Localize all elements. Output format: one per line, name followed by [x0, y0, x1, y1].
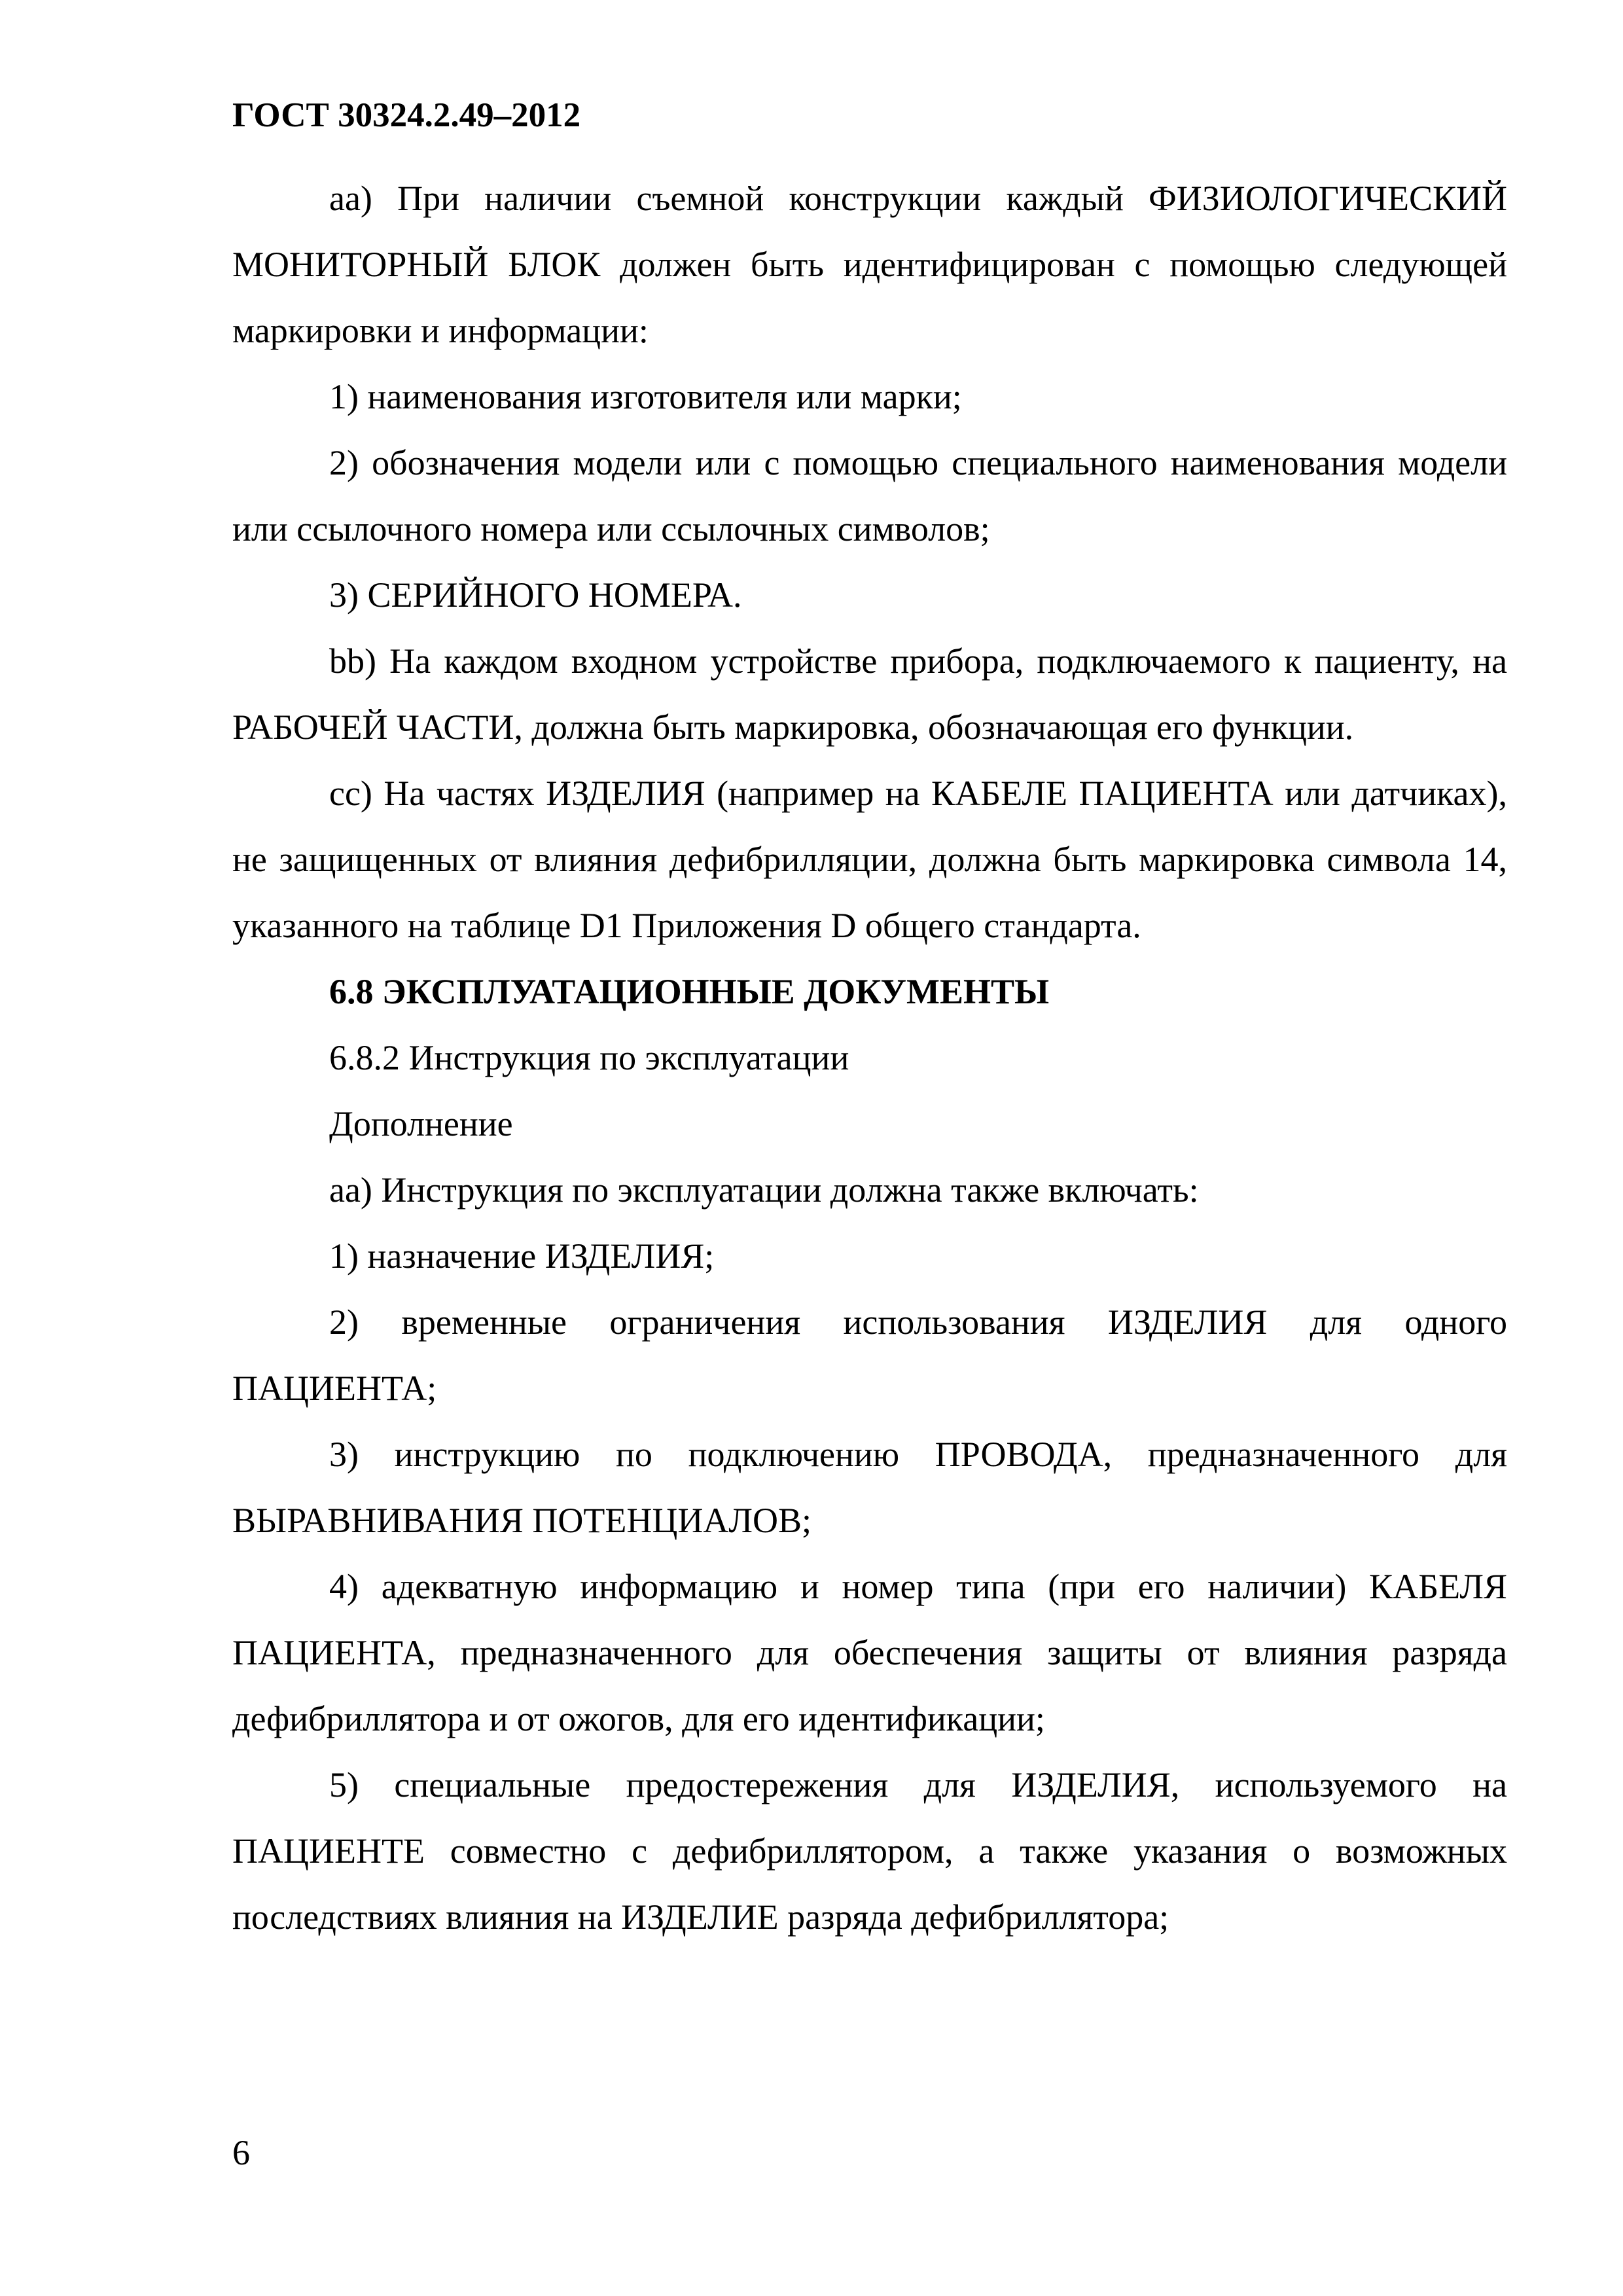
list-item-time-limits: 2) временные ограничения использования ИЗДЕЛИЯ для одного ПАЦИЕНТА; — [232, 1302, 1507, 1408]
document-header: ГОСТ 30324.2.49–2012 — [232, 96, 581, 134]
page-number: 6 — [232, 2133, 250, 2172]
list-item-manufacturer-name: 1) наименования изготовителя или марки; — [329, 377, 962, 416]
addition-label: Дополнение — [329, 1104, 513, 1143]
list-item-patient-cable-info: 4) адекватную информацию и номер типа (при его наличии) КАБЕЛЯ ПАЦИЕНТА, предназначенного для обеспечения защиты от влияния разряда дефибриллятора и от ожогов, для его идентификации; — [232, 1567, 1507, 1738]
paragraph-aa-detachable-unit: аа) При наличии съемной конструкции каждый ФИЗИОЛОГИЧЕСКИЙ МОНИТОРНЫЙ БЛОК должен быть идентифицирован с помощью следующей маркировки и информации: — [232, 179, 1507, 350]
paragraph-cc-defibrillation-marking: cc) На частях ИЗДЕЛИЯ (например на КАБЕЛЕ ПАЦИЕНТА или датчиках), не защищенных от влияния дефибрилляции, должна быть маркировка символа 14, указанного на таблице D1 Приложения D общего стандарта. — [232, 774, 1507, 945]
paragraph-aa-instructions: аа) Инструкция по эксплуатации должна также включать: — [329, 1170, 1199, 1210]
list-item-purpose: 1) назначение ИЗДЕЛИЯ; — [329, 1236, 715, 1276]
list-item-serial-number: 3) СЕРИЙНОГО НОМЕРА. — [329, 575, 742, 615]
list-item-defibrillator-precautions: 5) специальные предостережения для ИЗДЕЛИЯ, используемого на ПАЦИЕНТЕ совместно с дефибриллятором, а также указания о возможных последствиях влияния на ИЗДЕЛИЕ разряда дефибриллятора; — [232, 1765, 1507, 1937]
paragraph-bb-input-marking: bb) На каждом входном устройстве прибора, подключаемого к пациенту, на РАБОЧЕЙ ЧАСТИ, должна быть маркировка, обозначающая его функции. — [232, 641, 1507, 747]
section-heading: 6.8 ЭКСПЛУАТАЦИОННЫЕ ДОКУМЕНТЫ — [329, 972, 1050, 1011]
list-item-equipotential-wire: 3) инструкцию по подключению ПРОВОДА, предназначенного для ВЫРАВНИВАНИЯ ПОТЕНЦИАЛОВ; — [232, 1435, 1507, 1540]
subsection-title: 6.8.2 Инструкция по эксплуатации — [329, 1038, 849, 1077]
list-item-model-designation: 2) обозначения модели или с помощью специального наименования модели или ссылочного номера или ссылочных символов; — [232, 443, 1507, 548]
document-body — [232, 166, 1507, 1950]
